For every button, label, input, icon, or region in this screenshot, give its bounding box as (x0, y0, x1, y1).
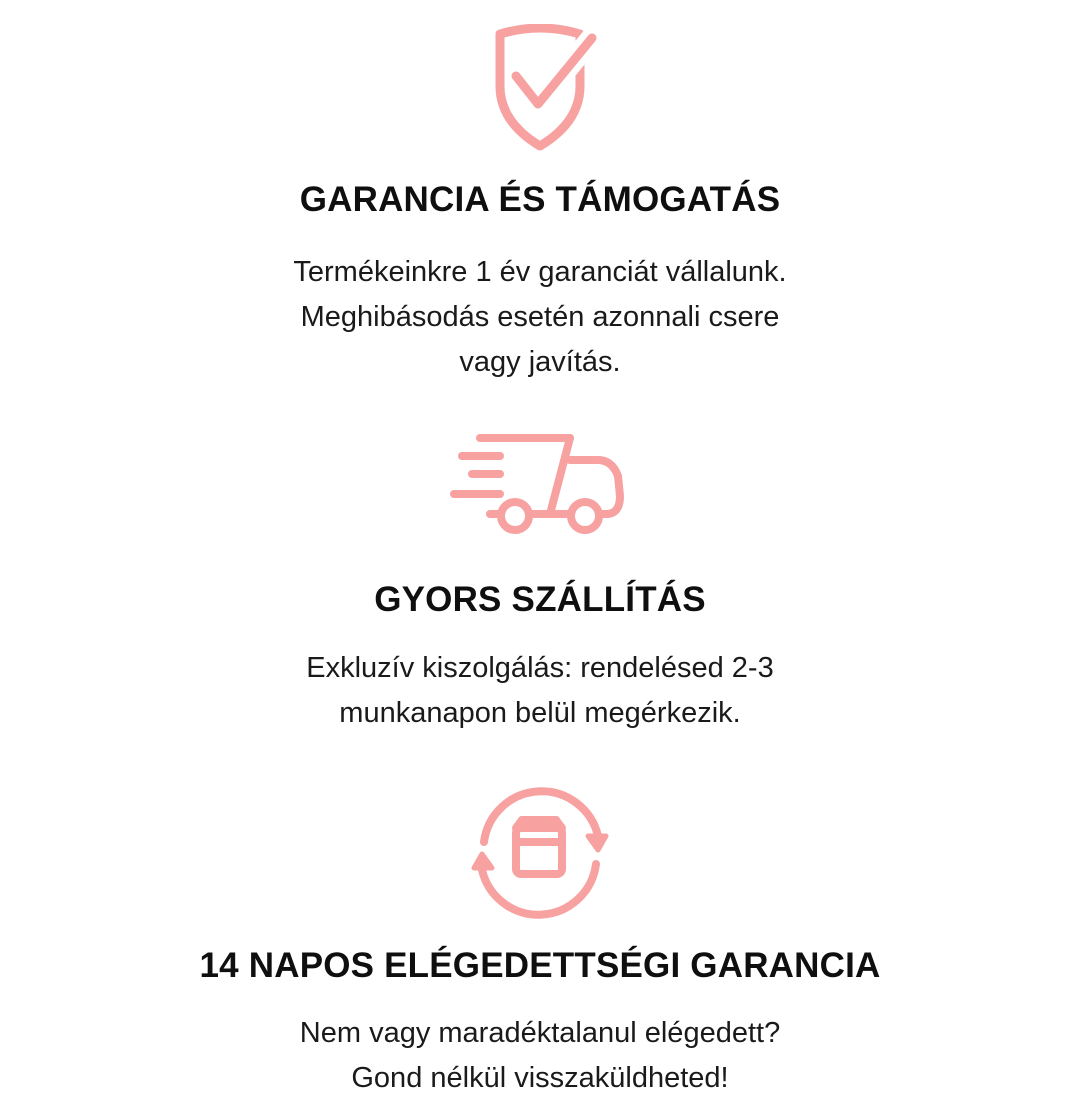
description-line: Meghibásodás esetén azonnali csere (300, 301, 780, 333)
description-line: Gond nélkül visszaküldheted! (351, 1062, 729, 1094)
feature-description (306, 646, 773, 736)
feature-description (300, 1011, 780, 1101)
feature-title: GYORS SZÁLLÍTÁS (374, 580, 706, 619)
return-box-icon (460, 782, 620, 922)
description-line: Nem vagy maradéktalanul elégedett? (299, 1017, 781, 1049)
feature-description (293, 250, 786, 385)
description-line: Exkluzív kiszolgálás: rendelésed 2-3 (306, 652, 774, 684)
feature-title: GARANCIA ÉS TÁMOGATÁS (299, 180, 781, 219)
description-line: vagy javítás. (459, 346, 621, 378)
description-line: munkanapon belül megérkezik. (339, 697, 741, 729)
description-line: Termékeinkre 1 év garanciát vállalunk. (293, 256, 787, 288)
shield-check-icon (480, 24, 600, 154)
feature-title: 14 NAPOS ELÉGEDETTSÉGI GARANCIA (199, 946, 881, 985)
delivery-truck-icon (450, 428, 630, 538)
